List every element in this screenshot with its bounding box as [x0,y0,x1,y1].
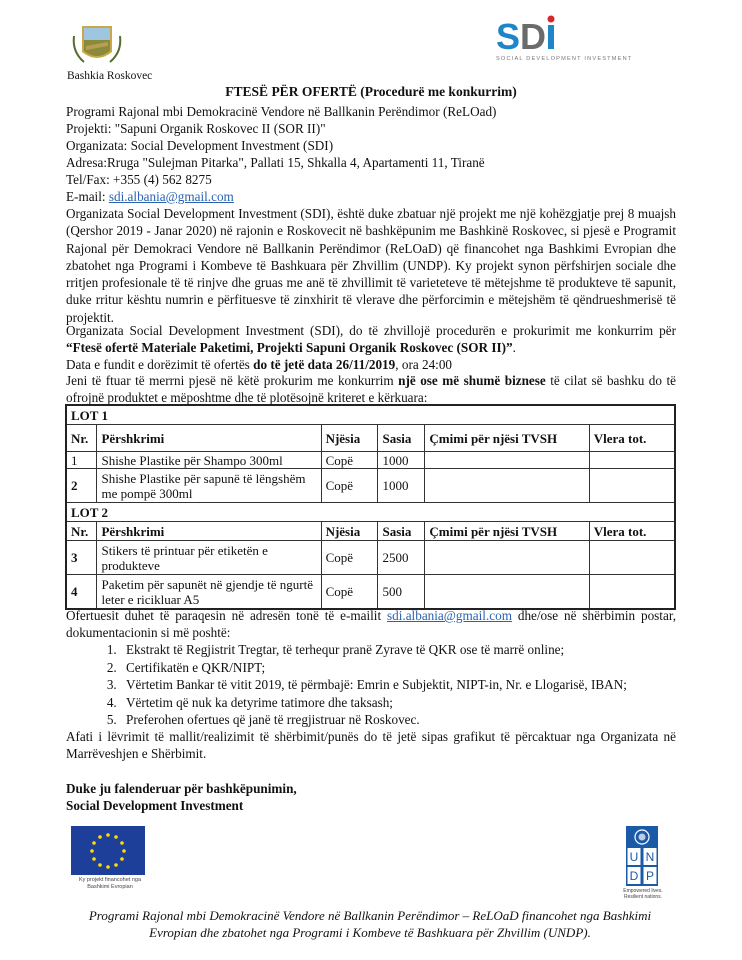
submission-text-end: dhe/ose në shërbimin postar, dokumentacionin si më poshtë: [66,608,676,641]
cell-total [589,452,675,469]
cell-description: Stikers të printuar për etiketën e produkteve [97,541,321,575]
lot-label: LOT 2 [66,503,675,522]
delivery-text: Afati i lëvrimit të mallit/realizimit të shërbimit/punës do të jetë sipas grafikut të përcaktuar nga Organizata në Marrëveshjen e Shërbimit. [66,729,676,762]
email-link[interactable]: sdi.albania@gmail.com [108,189,234,204]
lot-header-row [66,405,675,425]
cell-unit-price [425,452,589,469]
document-item: 4. Vërtetim që nuk ka detyrime tatimore dhe taksash; [120,694,627,712]
lot-label: LOT 1 [66,405,675,425]
invite-paragraph [66,372,676,407]
cell-total [589,541,675,575]
undp-letter: N [645,850,655,864]
closing-thanks: Duke ju falenderuar për bashkëpunimin, [66,781,297,796]
document-item: 1. Ekstrakt të Regjistrit Tregtar, të terhequr pranë Zyrave të QKR ose të marrë online; [120,641,627,659]
undp-letter: U [629,850,639,864]
email-label: E-mail: [66,189,109,204]
col-unit: Njësia [321,522,378,541]
col-quantity: Sasia [378,522,425,541]
cell-quantity: 1000 [378,469,425,503]
procurement-title: “Ftesë ofertë Materiale Paketimi, Projekti Sapuni Organik Roskovec (SOR II)” [66,340,513,356]
delivery-paragraph [66,728,676,763]
cell-total [589,469,675,503]
column-header-row [66,522,675,541]
program-line: Programi Rajonal mbi Demokracinë Vendore në Ballkanin Perëndimor (ReLOad) [66,104,497,119]
intro-paragraph [66,205,676,326]
sdi-logo-d: D [520,16,546,57]
document-title: FTESË PËR OFERTË (Procedurë me konkurrim) [225,84,517,99]
col-nr: Nr. [66,425,97,452]
table-row [66,452,675,469]
telfax-line: Tel/Fax: +355 (4) 562 8275 [66,172,212,187]
submission-paragraph [66,607,676,642]
cell-description: Shishe Plastike për sapunë të lëngshëm me pompë 300ml [97,469,321,503]
sdi-tagline: SOCIAL DEVELOPMENT INVESTMENT [496,56,633,62]
submission-text: Ofertuesit duhet të paraqesin në adresën tonë të e-mailit [66,608,388,623]
procurement-paragraph [66,322,676,357]
procurement-end: . [512,340,516,356]
col-total: Vlera tot. [589,425,675,452]
cell-unit: Copë [321,469,378,503]
cell-nr: 4 [66,575,97,610]
table-row [66,469,675,503]
document-item: 5. Preferohen ofertues që janë të rregjistruar në Roskovec. [120,711,627,729]
deadline-time: , ora 24:00 [395,357,453,372]
closing-signature: Social Development Investment [66,798,244,813]
cell-quantity: 500 [378,575,425,610]
cell-description: Paketim për sapunët në gjendje të ngurtë leter e ricikluar A5 [97,575,321,610]
col-description: Përshkrimi [97,522,321,541]
required-documents-list [96,641,627,729]
submission-email-link[interactable]: sdi.albania@gmail.com [387,608,512,623]
document-item: 2. Certifikatën e QKR/NIPT; [120,659,627,677]
eu-flag-icon [71,826,145,875]
invite-end: të cilat së bashku do të ofrojnë produktet e mëposhtme dhe të plotësojnë kriteret e kërkuara: [66,373,676,406]
col-description: Përshkrimi [97,425,321,452]
cell-unit-price [425,575,589,610]
table-row [66,541,675,575]
eu-caption: Ky projekt financohet nga Bashkimi Evropian [78,877,142,890]
footer-note: Programi Rajonal mbi Demokracinë Vendore në Ballkanin Perëndimor – ReLOaD financohet nga Bashkimi Evropian dhe zbatohet nga Programi i Kombeve të Bashkuara për Zhvillim (UNDP). [88,908,652,940]
col-total: Vlera tot. [589,522,675,541]
roskovec-coat-of-arms-icon [68,22,126,68]
cell-quantity: 1000 [378,452,425,469]
cell-quantity: 2500 [378,541,425,575]
table-row [66,575,675,610]
sdi-logo-s: S [496,16,521,57]
cell-nr: 1 [66,452,97,469]
col-nr: Nr. [66,522,97,541]
col-quantity: Sasia [378,425,425,452]
document-item: 3. Vërtetim Bankar të vitit 2019, të përmbajë: Emrin e Subjektit, NIPT-in, Nr. e Llogarisë, IBAN; [120,676,627,694]
cell-unit-price [425,541,589,575]
cell-unit: Copë [321,452,378,469]
lot-header-row [66,503,675,522]
municipality-label: Bashkia Roskovec [67,70,153,82]
project-line: Projekti: "Sapuni Organik Roskovec II (SOR II)" [66,121,326,136]
col-unit: Njësia [321,425,378,452]
address-line: Adresa:Rruga "Sulejman Pitarka", Pallati 15, Shkalla 4, Apartamenti 11, Tiranë [66,155,485,170]
undp-letter: P [645,869,655,883]
deadline-date: do të jetë data 26/11/2019 [253,357,396,372]
deadline-line [66,356,452,373]
cell-unit: Copë [321,575,378,610]
invite-text: Jeni të ftuar të merrni pjesë në këtë prokurim me konkurrim [66,373,399,388]
email-line [66,188,234,205]
cell-nr: 2 [66,469,97,503]
col-unit-price: Çmimi për njësi TVSH [425,522,589,541]
sdi-logo [494,15,634,63]
cell-unit: Copë [321,541,378,575]
intro-text: Organizata Social Development Investment (SDI), është duke zbatuar një projekt me një kohëzgjatje prej 8 muajsh (Qershor 2019 - Janar 2020) në rajonin e Roskovecit në bashkëpunim me Bashkinë Roskovec, si pjesë e Programit Rajonal për Demokraci Vendore në Ballkanin Perëndimor (ReLOaD) që financohet nga Bashkimi Evropian dhe zbatohet nga Programi i Kombeve të Bashkuara për Zhvillim (UNDP). Ky projekt synon përfshirjen sociale dhe rritjen profesionale të të rinjve dhe gruas me anë të zhvillimit të varieteteve të mëtejshme të produkteve të sapunit, duke rritur kështu numrin e përfituesve të zinxhirit të vlerave dhe përforcimin e mëtejshëm të qëndrueshmerisë të projektit. [66,206,676,325]
column-header-row [66,425,675,452]
cell-total [589,575,675,610]
undp-logo-icon [626,826,658,886]
undp-caption: Empowered lives. Resilient nations. [623,888,663,900]
cell-nr: 3 [66,541,97,575]
lots-table [65,404,676,610]
procurement-text: Organizata Social Development Investment (SDI), do të zhvillojë procedurën e prokurimit me konkurrim për [66,323,676,338]
cell-description: Shishe Plastike për Shampo 300ml [97,452,321,469]
organization-line: Organizata: Social Development Investment (SDI) [66,138,334,153]
cell-unit-price [425,469,589,503]
deadline-text: Data e fundit e dorëzimit të ofertës [66,357,254,372]
col-unit-price: Çmimi për njësi TVSH [425,425,589,452]
invite-bold: një ose më shumë biznese [398,373,546,388]
undp-letter: D [629,869,639,883]
